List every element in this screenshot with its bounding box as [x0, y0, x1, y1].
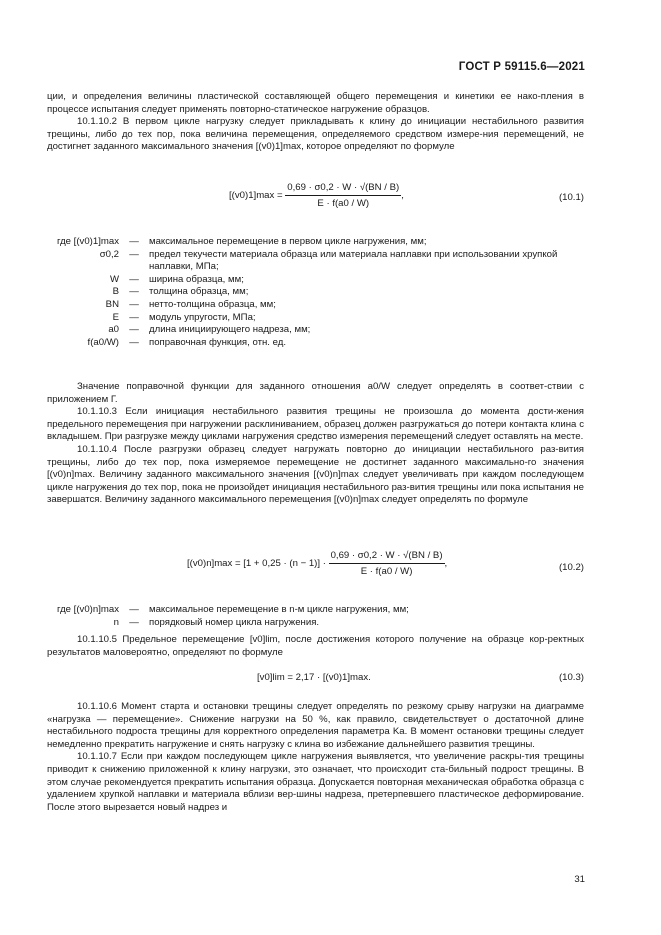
definition-symbol: f(a0/W) — [87, 336, 119, 348]
formula-numerator: 0,69 · σ0,2 · W · √(BN / B) — [285, 182, 401, 196]
definition-row — [47, 236, 584, 249]
text-block-1 — [47, 91, 584, 154]
paragraph-intro: ции, и определения величины пластической составляющей общего перемещения и кинетики ее нако-пления в процессе испытания следует применять повторно-статическое нагружение образцов. — [47, 91, 584, 115]
definition-dash: — — [129, 336, 139, 348]
definition-dash: — — [129, 236, 139, 247]
formula-lhs: [(v0)n]max = [1 + 0,25 · (n − 1)] · — [187, 558, 326, 570]
definitions-list-1 — [47, 236, 584, 349]
definition-description: максимальное перемещение в n-м цикле нагружения, мм; — [149, 604, 409, 615]
definition-row — [47, 299, 584, 312]
definition-dash: — — [129, 324, 139, 336]
paragraph-correction: Значение поправочной функции для заданного отношения a0/W следует определять в соответ-ствии с приложением Г. — [47, 381, 584, 405]
formula-lhs: [(v0)1]max = — [229, 190, 283, 202]
definition-description: толщина образца, мм; — [149, 286, 249, 298]
formula-fraction — [285, 182, 401, 209]
paragraph-10-1-10-2: 10.1.10.2 В первом цикле нагрузку следует прикладывать к клину до инициации нестабильного развития трещины, либо до тех пор, пока величина перемещения, определяемого средством измере-ния перемещений, не достигнет заданного максимального значения [(v0)1]max, которое определяют по формуле — [47, 116, 584, 153]
definition-symbol: W — [109, 273, 119, 285]
definition-description: максимальное перемещение в первом цикле нагружения, мм; — [149, 236, 427, 247]
definition-symbol: n — [113, 616, 119, 628]
definition-row — [47, 604, 584, 617]
definition-dash: — — [129, 604, 139, 615]
formula-expression: [v0]lim = 2,17 · [(v0)1]max. — [257, 672, 371, 683]
paragraph-10-1-10-5: 10.1.10.5 Предельное перемещение [v0]lim, после достижения которого получение на образце кор-ректных результатов маловероятно, определяют по формуле — [47, 634, 584, 658]
formula-10-1 — [47, 182, 584, 222]
definition-row — [47, 324, 584, 337]
formula-comma: , — [444, 558, 448, 570]
formula-comma: , — [401, 190, 404, 202]
paragraph-10-1-10-7: 10.1.10.7 Если при каждом последующем цикле нагружения выявляется, что увеличение раскры-тия трещины приводит к снижению приложенной к клину нагрузки, это означает, что происходит ста-бильный подрост трещины. В этом случае рекомендуется прекратить испытания образца. Допускается повторная механическая обработка образца с удалением хрупкой наплавки и материала вблизи вер-шины надреза, претерпевшего пластическое деформирование. После этого вырезается новый надрез и — [47, 751, 584, 813]
definition-dash: — — [129, 286, 139, 298]
standard-header: ГОСТ Р 59115.6—2021 — [458, 61, 585, 73]
paragraph-10-1-10-4: 10.1.10.4 После разгрузки образец следует нагружать повторно до инициации нестабильного раз-вития трещины, либо до тех пор, пока измеряемое перемещение не достигнет заданного максимально-го значения [(v0)n]max. Величину заданного максимального значения [(v0)n]max следует увеличивать при каждом последующем цикле нагружения до тех пор, пока не произойдет инициация нестабильного раз-вития трещины или пока испытания не завершатся. Величину заданного максимального перемещения [(v0)n]max следует определять по формуле — [47, 443, 584, 506]
definition-dash: — — [129, 248, 139, 260]
definition-symbol: где [(v0)n]max — [57, 604, 119, 615]
definition-description: модуль упругости, МПа; — [149, 311, 256, 323]
definition-description: предел текучести материала образца или материала наплавки при использовании хрупкой наплавки, МПа; — [149, 248, 558, 273]
definition-row — [47, 274, 584, 287]
formula-10-2 — [47, 550, 584, 590]
text-block-3 — [47, 634, 584, 659]
definition-row — [47, 337, 584, 350]
definition-row — [47, 617, 584, 630]
definition-row — [47, 312, 584, 325]
definition-description: нетто-толщина образца, мм; — [149, 298, 276, 310]
definition-dash: — — [129, 273, 139, 285]
definition-description: длина инициирующего надреза, мм; — [149, 324, 311, 336]
definition-dash: — — [129, 616, 139, 628]
equation-number: (10.3) — [558, 672, 584, 683]
formula-numerator: 0,69 · σ0,2 · W · √(BN / B) — [329, 550, 445, 564]
definition-dash: — — [129, 298, 139, 310]
definition-symbol: BN — [105, 298, 119, 310]
definition-symbol: где [(v0)1]max — [57, 236, 119, 247]
equation-number: (10.2) — [558, 562, 584, 573]
page-number: 31 — [574, 874, 585, 885]
definition-description: поправочная функция, отн. ед. — [149, 336, 286, 348]
definitions-list-2 — [47, 604, 584, 629]
definition-symbol: σ0,2 — [99, 248, 119, 260]
definition-dash: — — [129, 311, 139, 323]
definition-row — [47, 249, 584, 274]
paragraph-10-1-10-6: 10.1.10.6 Момент старта и остановки трещины следует определять по резкому срыву нагрузки на диаграмме «нагрузка — перемещение». Снижение нагрузки на 50 %, как правило, свидетельствует о достаточной длине нестабильного подроста трещины для корректного определения параметра Ka. В момент остановки трещины следует немедленно прекратить нагружение и снять нагрузку с клина во избежание дальнейшего развития трещины. — [47, 701, 584, 750]
definition-row — [47, 286, 584, 299]
definition-symbol: a0 — [108, 324, 119, 336]
formula-denominator: E · f(a0 / W) — [317, 198, 370, 209]
text-block-2 — [47, 381, 584, 507]
equation-number: (10.1) — [558, 192, 584, 203]
paragraph-10-1-10-3: 10.1.10.3 Если инициация нестабильного развития трещины не произошла до момента дости-жения предельного перемещения при нагружении расклиниванием, образец должен разгружаться до потери контакта клина с вкладышем. При разгрузке между циклами нагружения средство измерения перемещений следует оставлять на месте. — [47, 406, 584, 443]
definition-description: ширина образца, мм; — [149, 273, 244, 285]
formula-denominator: E · f(a0 / W) — [360, 566, 413, 577]
text-block-4 — [47, 701, 584, 814]
definition-symbol: B — [112, 286, 119, 298]
formula-fraction — [329, 550, 445, 577]
definition-description: порядковый номер цикла нагружения. — [149, 616, 320, 628]
definition-symbol: E — [112, 311, 119, 323]
